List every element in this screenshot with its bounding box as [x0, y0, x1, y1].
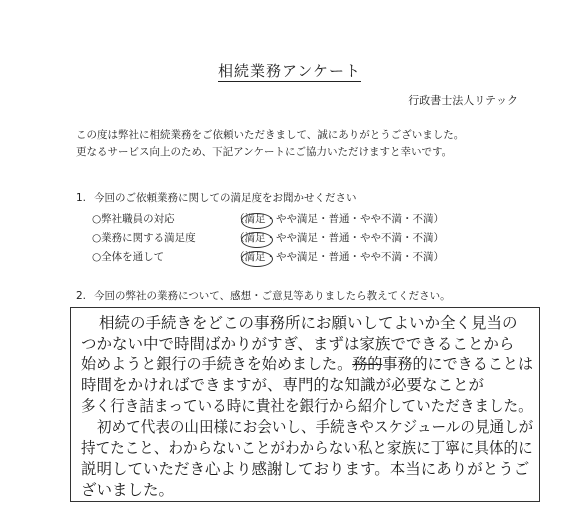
answer-line-3a: 始めようと銀行の手続きを始めました。 [81, 355, 353, 373]
rating-options[interactable] [234, 229, 444, 248]
question-2-text: 今回の弊社の業務について、感想・ご意見等ありましたら教えてください。 [94, 290, 451, 302]
rating-options[interactable] [234, 248, 444, 267]
answer-line-4: 時間をかければできますが、専門的な知識が必要なことが [81, 376, 485, 394]
question-2 [76, 288, 451, 303]
answer-line-9: ざいました。 [81, 481, 175, 499]
answer-line-2: つかない中で時間ばかりがすぎ、まずは家族でできることから [81, 335, 515, 353]
answer-line-8: 説明していただき心より感謝しております。本当にありがとうご [81, 460, 530, 478]
paren-open: （ [234, 251, 245, 263]
answer-crossed-out: 務的 [352, 355, 383, 373]
paren-open: （ [234, 213, 245, 225]
question-1-text: 今回のご依頼業務に関しての満足度をお聞かせください [94, 192, 357, 204]
other-options: ・やや満足・普通・やや不満・不満） [265, 213, 444, 225]
answer-line-5: 多く行き詰まっている時に貴社を銀行から紹介していただきました。 [81, 397, 533, 415]
survey-title [0, 60, 579, 81]
selected-option-circled[interactable]: 満足 [245, 229, 266, 248]
question-2-number: 2. [76, 290, 87, 302]
answer-line-7: 持てたこと、わからないことがわからない私と家族に丁寧に具体的に [81, 439, 533, 457]
satisfaction-item-overall [92, 248, 444, 267]
question-1 [76, 190, 357, 205]
other-options: ・やや満足・普通・やや不満・不満） [265, 251, 444, 263]
selected-option-circled[interactable]: 満足 [245, 210, 266, 229]
answer-line-1: 相続の手続きをどこの事務所にお願いしてよいか全く見当の [99, 314, 518, 332]
paren-open: （ [234, 232, 245, 244]
satisfaction-item-staff [92, 210, 444, 229]
answer-line-3b: 事務的にできることは [382, 355, 534, 373]
intro-line-2: 更なるサービス向上のため、下記アンケートにご協力いただけますと幸いです。 [76, 146, 453, 158]
rating-options[interactable] [234, 210, 444, 229]
answer-line-3 [81, 352, 533, 374]
intro-line-1: この度は弊社に相続業務をご依頼いただきまして、誠にありがとうございました。 [76, 129, 465, 141]
item-label: ○弊社職員の対応 [92, 213, 175, 225]
item-label: ○全体を通して [92, 251, 165, 263]
intro-text [76, 127, 464, 161]
answer-box[interactable] [70, 307, 540, 502]
satisfaction-item-service [92, 229, 444, 248]
question-1-number: 1. [76, 192, 87, 204]
organization-name: 行政書士法人リテック [408, 94, 518, 107]
selected-option-circled[interactable]: 満足 [245, 248, 266, 267]
item-label: ○業務に関する満足度 [92, 232, 196, 244]
survey-title-text: 相続業務アンケート [217, 62, 362, 80]
answer-line-6: 初めて代表の山田様にお会いし、手続きやスケジュールの見通しが [97, 418, 534, 436]
other-options: ・やや満足・普通・やや不満・不満） [265, 232, 444, 244]
satisfaction-items [92, 210, 444, 267]
